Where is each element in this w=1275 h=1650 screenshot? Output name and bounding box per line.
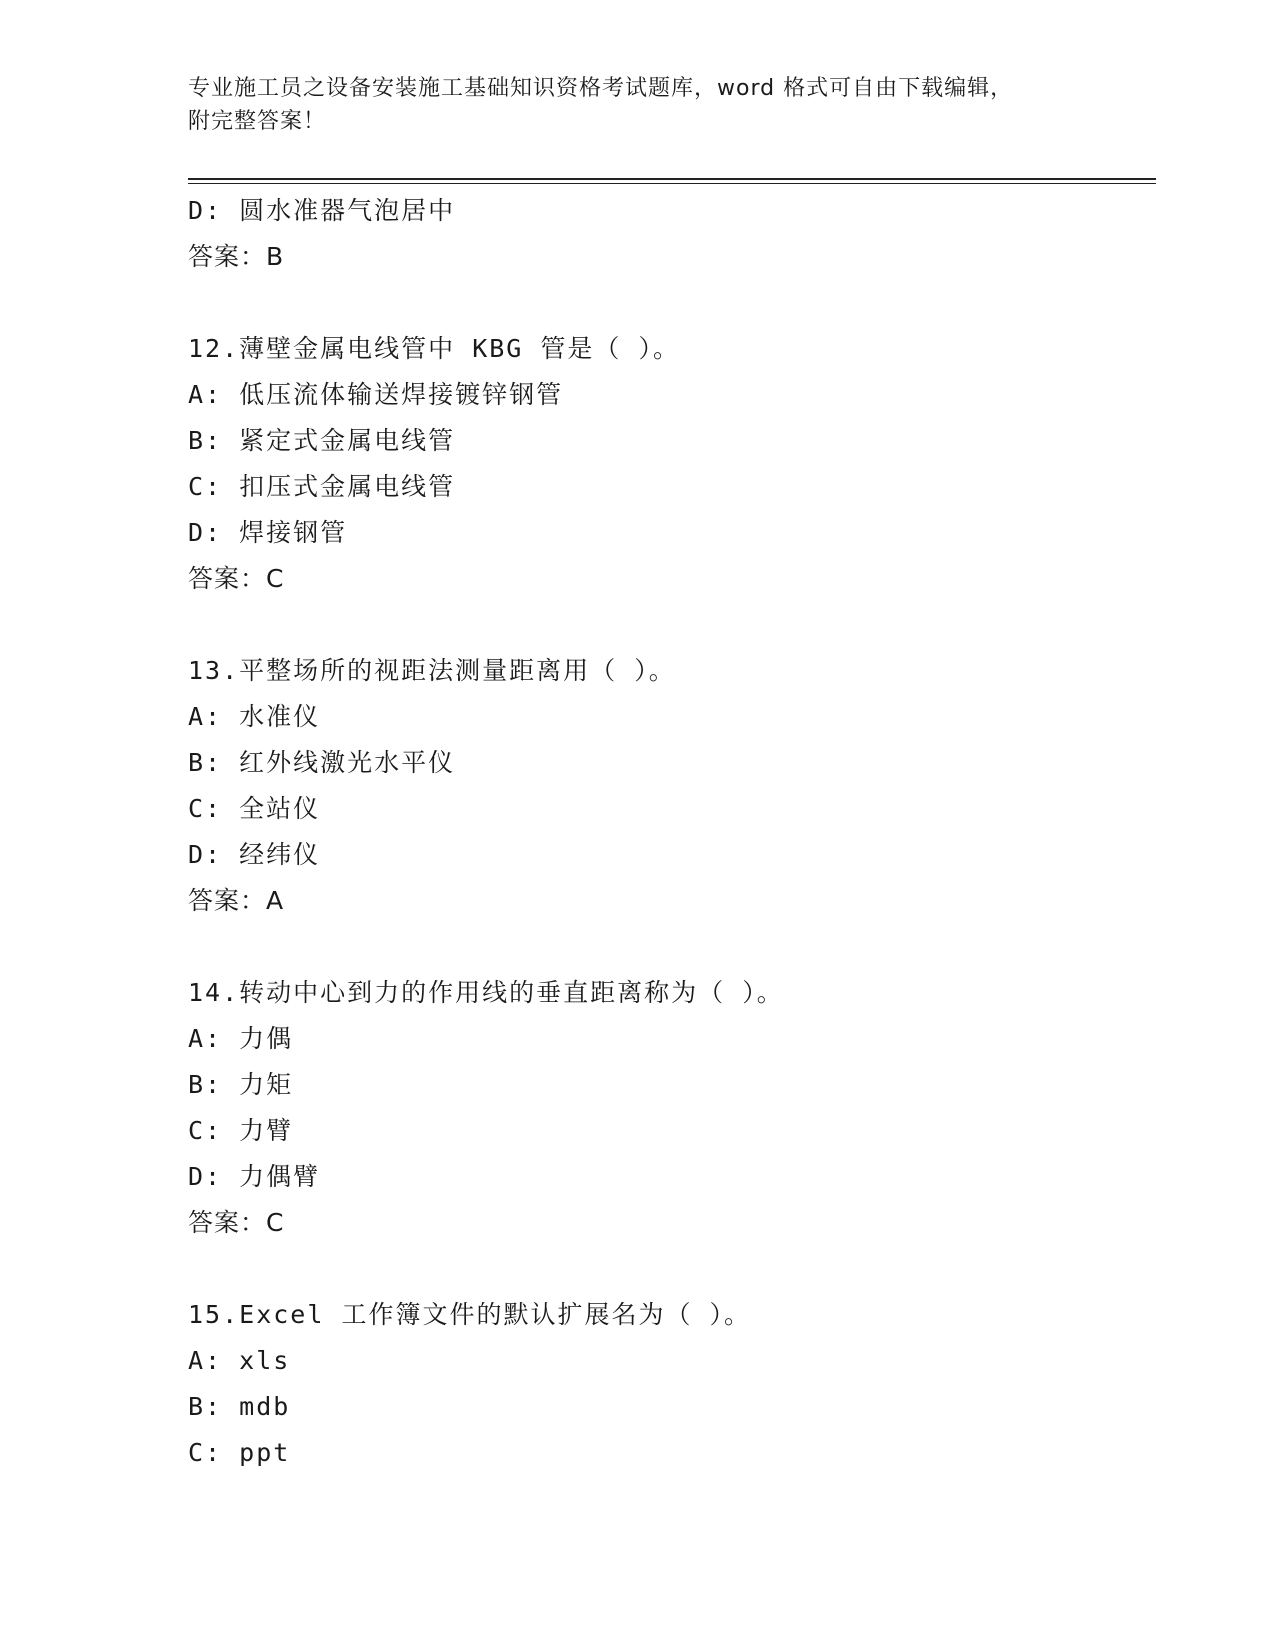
option-a: A: 力偶 [188,1024,294,1053]
header-line-2: 附完整答案！ [188,109,327,134]
option-c: C: 力臂 [188,1116,294,1145]
document-body [188,188,1156,1476]
spacer [188,924,1156,970]
option-d: D: 焊接钢管 [188,518,348,547]
option-b: B: 红外线激光水平仪 [188,748,456,777]
question-13 [188,648,1156,924]
page-header [188,72,1068,138]
answer: 答案：C [188,564,285,593]
answer-continued: 答案：B [188,242,285,271]
question-15 [188,1292,1156,1476]
option-c: C: 扣压式金属电线管 [188,472,456,501]
question-12 [188,326,1156,602]
spacer [188,1246,1156,1292]
question-stem: 13.平整场所的视距法测量距离用（ ）。 [188,656,676,685]
header-line-1: 专业施工员之设备安装施工基础知识资格考试题库，word 格式可自由下载编辑， [188,76,1014,101]
option-a: A: 水准仪 [188,702,321,731]
question-stem: 12.薄壁金属电线管中 KBG 管是（ ）。 [188,334,680,363]
option-d: D: 经纬仪 [188,840,321,869]
option-a: A: 低压流体输送焊接镀锌钢管 [188,380,564,409]
option-c: C: 全站仪 [188,794,321,823]
answer: 答案：C [188,1208,285,1237]
option-b: B: 力矩 [188,1070,294,1099]
spacer [188,280,1156,326]
header-divider-thick [188,178,1156,180]
option-d: D: 力偶臂 [188,1162,321,1191]
answer: 答案：A [188,886,285,915]
option-b: B: mdb [188,1392,291,1421]
option-b: B: 紧定式金属电线管 [188,426,456,455]
option-a: A: xls [188,1346,291,1375]
option-d-continued: D: 圆水准器气泡居中 [188,196,456,225]
header-divider-thin [188,183,1156,184]
question-stem: 15.Excel 工作簿文件的默认扩展名为（ ）。 [188,1300,752,1329]
question-14 [188,970,1156,1246]
option-c: C: ppt [188,1438,291,1467]
spacer [188,602,1156,648]
question-stem: 14.转动中心到力的作用线的垂直距离称为（ ）。 [188,978,784,1007]
